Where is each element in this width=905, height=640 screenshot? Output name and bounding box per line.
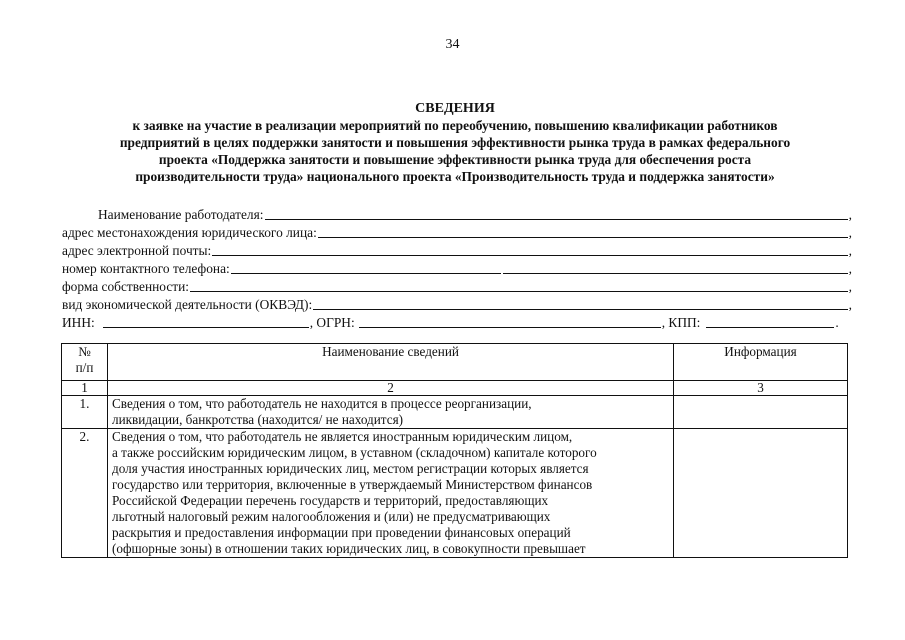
- header-num-line2: п/п: [75, 360, 94, 375]
- row-description: [108, 396, 674, 429]
- row-text-line: ликвидации, банкротства (находится/ не находится): [112, 412, 404, 427]
- row-text-line: Сведения о том, что работодатель не является иностранным юридическим лицом,: [112, 429, 573, 444]
- header-num: [62, 344, 108, 381]
- column-number: 1: [62, 381, 108, 396]
- row-text-line: раскрытия и предоставления информации при проведении финансовых операций: [112, 525, 571, 540]
- legal-address-label: адрес местонахождения юридического лица:: [62, 225, 317, 240]
- legal-address-line: [62, 223, 852, 241]
- header-num-line1: №: [78, 344, 91, 359]
- row-text-line: Российской Федерации перечень государств и территорий, предоставляющих: [112, 493, 549, 508]
- column-number: 2: [108, 381, 674, 396]
- row-number: 2.: [62, 429, 108, 558]
- comma: ,: [848, 207, 852, 222]
- header-info-label: Информация: [724, 344, 797, 359]
- comma: ,: [848, 279, 852, 294]
- document-title: [60, 100, 850, 185]
- row-text-line: (офшорные зоны) в отношении таких юридических лиц, в совокупности превышает: [112, 541, 586, 556]
- row-info-cell[interactable]: [674, 429, 848, 558]
- comma: ,: [848, 243, 852, 258]
- phone-label: номер контактного телефона:: [62, 261, 230, 276]
- legal-address-field[interactable]: [318, 224, 848, 238]
- email-label: адрес электронной почты:: [62, 243, 212, 258]
- phone-field-1[interactable]: [231, 260, 501, 274]
- column-number: 3: [674, 381, 848, 396]
- table-row: [62, 429, 848, 558]
- title-line: предприятий в целях поддержки занятости и повышения эффективности рынка труда в рамках федерального: [119, 135, 791, 150]
- table-header-row: [62, 344, 848, 381]
- header-info: [674, 344, 848, 381]
- email-line: [62, 241, 852, 259]
- header-name-label: Наименование сведений: [322, 344, 459, 359]
- title-line: к заявке на участие в реализации мероприятий по переобучению, повышению квалификации работников: [132, 118, 778, 133]
- kpp-label: , КПП:: [661, 315, 701, 330]
- inn-ogrn-kpp-line: [62, 313, 852, 331]
- okved-label: вид экономической деятельности (ОКВЭД):: [62, 297, 313, 312]
- row-text-line: доля участия иностранных юридических лиц, местом регистрации которых является: [112, 461, 589, 476]
- okved-field[interactable]: [313, 296, 847, 310]
- ownership-line: [62, 277, 852, 295]
- inn-field[interactable]: [103, 314, 309, 328]
- row-text-line: а также российским юридическим лицом, в уставном (складочном) капитале которого: [112, 445, 597, 460]
- row-text-line: Сведения о том, что работодатель не находится в процессе реорганизации,: [112, 396, 532, 411]
- row-text-line: государство или территория, включенные в утверждаемый Министерством финансов: [112, 477, 593, 492]
- table-row: [62, 396, 848, 429]
- ogrn-label: , ОГРН:: [309, 315, 355, 330]
- comma: ,: [848, 297, 852, 312]
- row-description: [108, 429, 674, 558]
- title-line: производительности труда» национального проекта «Производительность труда и поддержка занятости»: [135, 169, 775, 184]
- inn-label: ИНН:: [62, 315, 95, 330]
- comma: ,: [848, 225, 852, 240]
- page-number: 34: [445, 37, 460, 52]
- row-info-cell[interactable]: [674, 396, 848, 429]
- phone-line: [62, 259, 852, 277]
- employer-name-field[interactable]: [265, 206, 848, 220]
- row-number: 1.: [62, 396, 108, 429]
- okved-line: [62, 295, 852, 313]
- ogrn-field[interactable]: [359, 314, 661, 328]
- title-line: проекта «Поддержка занятости и повышение эффективности рынка труда для обеспечения роста: [158, 152, 752, 167]
- kpp-field[interactable]: [706, 314, 834, 328]
- employer-name-line: [62, 205, 852, 223]
- phone-field-2[interactable]: [503, 260, 848, 274]
- info-table: [61, 343, 848, 558]
- header-name: [108, 344, 674, 381]
- ownership-label: форма собственности:: [62, 279, 190, 294]
- ownership-field[interactable]: [190, 278, 848, 292]
- employer-fields: [62, 205, 852, 331]
- email-field[interactable]: [212, 242, 847, 256]
- column-number-row: [62, 381, 848, 396]
- employer-name-label: Наименование работодателя:: [98, 207, 264, 222]
- title-heading: СВЕДЕНИЯ: [415, 101, 495, 116]
- row-text-line: льготный налоговый режим налогообложения и (или) не предусматривающих: [112, 509, 551, 524]
- period: .: [835, 315, 839, 330]
- comma: ,: [848, 261, 852, 276]
